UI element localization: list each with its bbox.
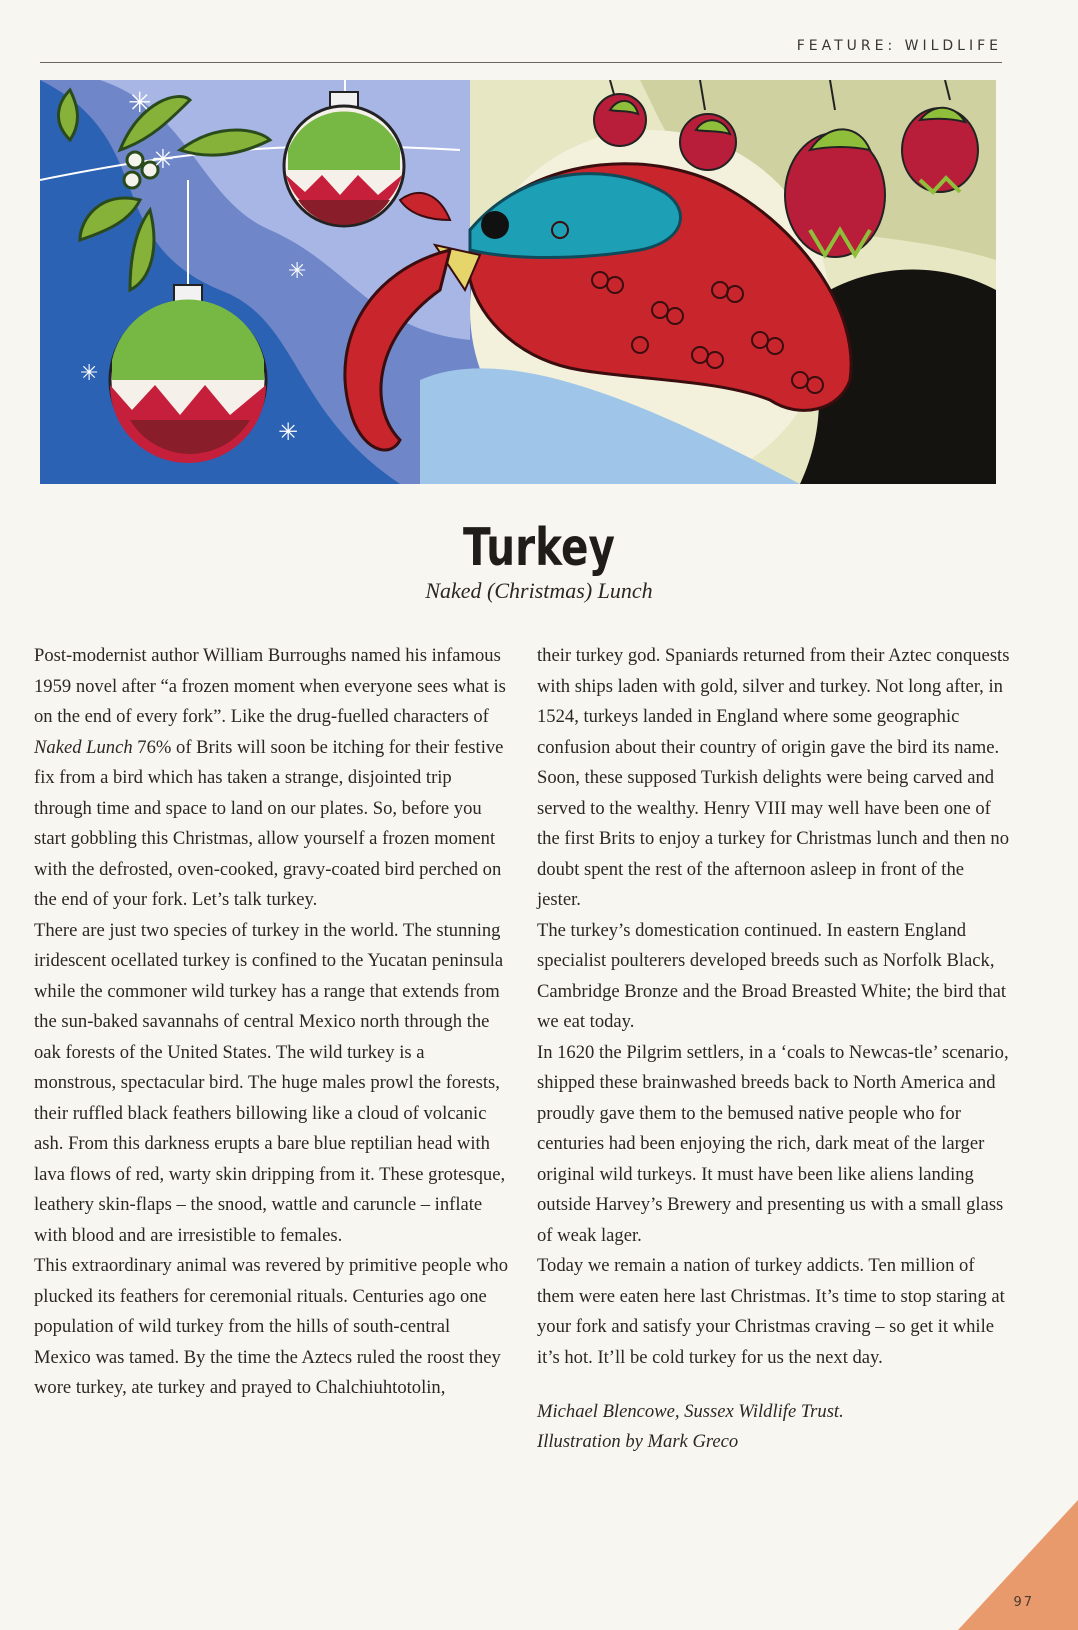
svg-text:✳: ✳ <box>288 259 307 284</box>
svg-text:✳: ✳ <box>152 145 174 175</box>
credits <box>537 1397 1012 1457</box>
paragraph: In 1620 the Pilgrim settlers, in a ‘coals to Newcas-tle’ scenario, shipped these brainwashed breeds back to North America and proudly gave them to the bemused native people who for centuries had been enjoying the rich, dark meat of the larger original wild turkeys. It must have been like aliens landing outside Harvey’s Brewery and presenting us with a small glass of weak lager. <box>537 1041 1009 1246</box>
article-subtitle: Naked (Christmas) Lunch <box>425 578 653 603</box>
paragraph: Post-modernist author William Burroughs named his infamous 1959 novel after “a frozen moment when everyone sees what is on the end of every fork”. Like the drug-fuelled characters of Naked Lunch 76% of Brits will soon be itching for their festive fix from a bird which has taken a strange, disjointed trip through time and space to land on our plates. So, before you start gobbling this Christmas, allow yourself a frozen moment with the defrosted, oven-cooked, gravy-coated bird perched on the end of your fork. Let’s talk turkey. <box>34 645 506 910</box>
page-number: 97 <box>1013 1595 1034 1610</box>
header-rule <box>40 62 1002 63</box>
paragraph: This extraordinary animal was revered by primitive people who plucked its feathers for ceremonial rituals. Centuries ago one population of wild turkey from the hills of south-central Mexico was tamed. By the time the Aztecs ruled the roost they wore turkey, ate turkey and prayed to Chalchiuhtotolin, <box>34 1255 508 1398</box>
svg-text:✳: ✳ <box>278 418 299 446</box>
paragraph: The turkey’s domestication continued. In eastern England specialist poulterers developed breeds such as Norfolk Black, Cambridge Bronze and the Broad Breasted White; the bird that we eat today. <box>537 919 1007 1032</box>
svg-text:✳: ✳ <box>80 361 99 386</box>
article-column-left <box>34 641 508 1404</box>
hero-illustration <box>40 80 996 484</box>
article-title: Turkey <box>463 518 615 578</box>
article-column-right <box>537 641 1012 1457</box>
paragraph: There are just two species of turkey in the world. The stunning iridescent ocellated turkey is confined to the Yucatan peninsula while the commoner wild turkey has a range that extends from the sun-baked savannahs of central Mexico north through the oak forests of the United States. The wild turkey is a monstrous, spectacular bird. The huge males prowl the forests, their ruffled black feathers billowing like a cloud of volcanic ash. From this darkness erupts a bare blue reptilian head with lava flows of red, warty skin dripping from it. These grotesque, leathery skin-flaps – the snood, wattle and caruncle – inflate with blood and are irresistible to females. <box>34 919 506 1246</box>
svg-text:✳: ✳ <box>128 86 152 119</box>
author-credit: Michael Blencowe, Sussex Wildlife Trust. <box>537 1401 844 1422</box>
paragraph: their turkey god. Spaniards returned from their Aztec conquests with ships laden with gold, silver and turkey. Not long after, in 1524, turkeys landed in England where some geographic confusion about their country of origin gave the bird its name. Soon, these supposed Turkish delights were being carved and served to the wealthy. Henry VIII may well have been one of the first Brits to enjoy a turkey for Christmas lunch and then no doubt spent the rest of the afternoon asleep in front of the jester. <box>537 645 1010 910</box>
book-title: Naked Lunch <box>34 736 133 758</box>
paragraph: Today we remain a nation of turkey addicts. Ten million of them were eaten here last Christmas. It’s time to stop staring at your fork and satisfy your Christmas craving – so get it while it’s hot. It’ll be cold turkey for us the next day. <box>537 1255 1005 1368</box>
section-label: FEATURE: WILDLIFE <box>796 38 1002 54</box>
illustration-credit: Illustration by Mark Greco <box>537 1431 739 1452</box>
